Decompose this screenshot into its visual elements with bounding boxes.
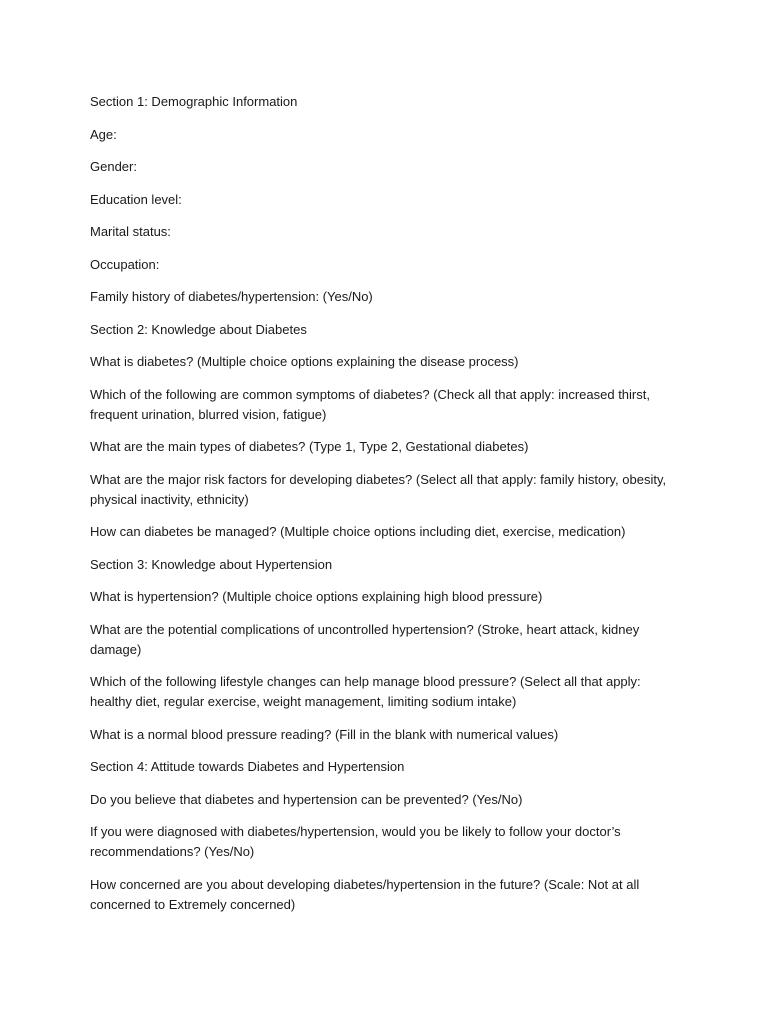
document-body	[90, 92, 682, 927]
occupation-field-label: Occupation:	[90, 256, 160, 272]
family-history-question: Family history of diabetes/hypertension: (Yes/No)	[90, 289, 373, 304]
diabetes-definition-question: What is diabetes? (Multiple choice options explaining the disease process)	[90, 354, 519, 369]
hypertension-definition-question: What is hypertension? (Multiple choice options explaining high blood pressure)	[90, 589, 543, 604]
diabetes-symptoms-question: Which of the following are common symptoms of diabetes? (Check all that apply: increased thirst, frequent urination, blurred vision, fatigue)	[90, 386, 650, 422]
section-4-heading: Section 4: Attitude towards Diabetes and Hypertension	[90, 759, 405, 774]
gender-field-label: Gender:	[90, 159, 137, 174]
prevention-belief-question: Do you believe that diabetes and hypertension can be prevented? (Yes/No)	[90, 791, 523, 807]
section-2-heading: Section 2: Knowledge about Diabetes	[90, 321, 307, 337]
future-concern-question: How concerned are you about developing diabetes/hypertension in the future? (Scale: Not at all concerned to Extremely concerned)	[90, 876, 640, 912]
marital-status-field-label: Marital status:	[90, 224, 171, 239]
section-1-heading: Section 1: Demographic Information	[90, 94, 298, 109]
age-field-label: Age:	[90, 126, 117, 142]
diabetes-types-question: What are the main types of diabetes? (Type 1, Type 2, Gestational diabetes)	[90, 439, 529, 454]
lifestyle-changes-question: Which of the following lifestyle changes can help manage blood pressure? (Select all that apply: healthy diet, regular exercise, weight management, limiting sodium intake)	[90, 674, 641, 709]
normal-bp-reading-question: What is a normal blood pressure reading? (Fill in the blank with numerical values)	[90, 726, 559, 742]
diabetes-management-question: How can diabetes be managed? (Multiple choice options including diet, exercise, medication)	[90, 524, 626, 539]
follow-recommendations-question: If you were diagnosed with diabetes/hypertension, would you be likely to follow your doctor’s recommendations? (Yes/No)	[90, 824, 621, 859]
education-level-field-label: Education level:	[90, 191, 182, 207]
diabetes-risk-factors-question: What are the major risk factors for developing diabetes? (Select all that apply: family history, obesity, physical inactivity, ethnicity)	[90, 471, 667, 507]
section-3-heading: Section 3: Knowledge about Hypertension	[90, 556, 333, 572]
hypertension-complications-question: What are the potential complications of uncontrolled hypertension? (Stroke, heart attack, kidney damage)	[90, 621, 640, 657]
